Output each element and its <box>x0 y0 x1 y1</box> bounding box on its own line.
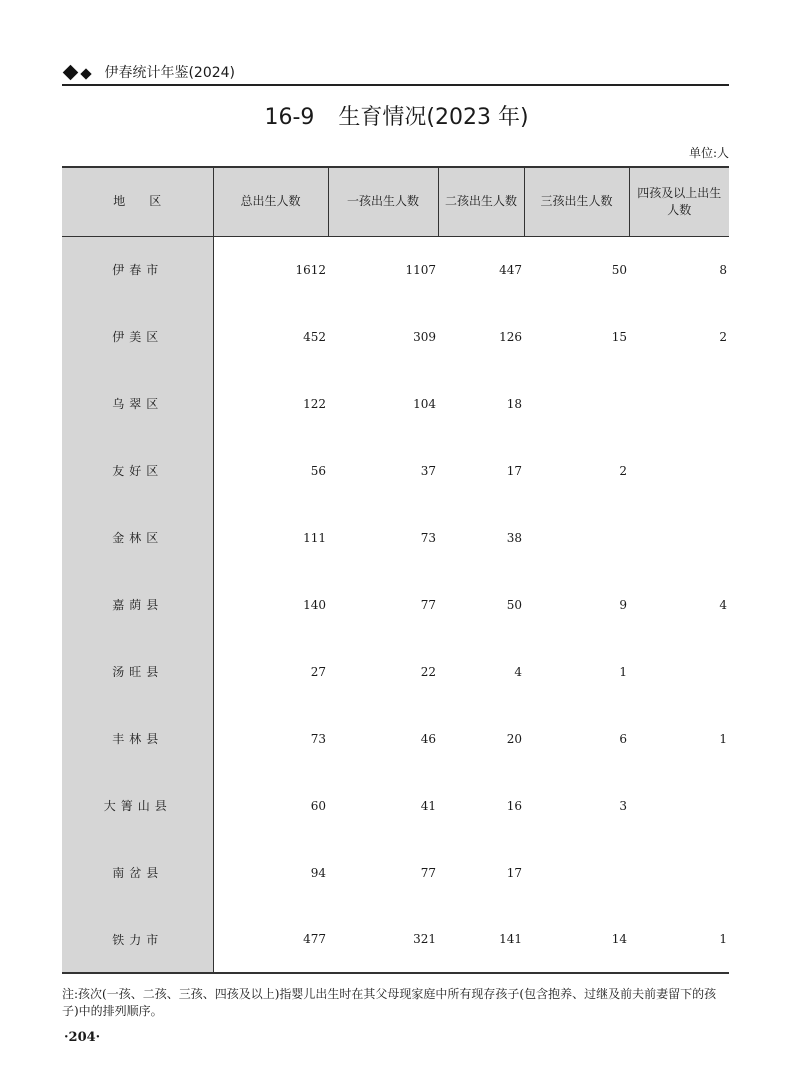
first-cell: 104 <box>413 396 436 411</box>
fourth-cell: 2 <box>719 329 727 344</box>
table-title-text: 生育情况(2023 年) <box>338 105 529 130</box>
third-cell: 9 <box>619 597 627 612</box>
table-row <box>62 839 729 906</box>
table-row <box>62 236 729 303</box>
region-cell: 南岔县 <box>62 839 213 906</box>
second-cell: 20 <box>506 731 522 746</box>
third-cell: 3 <box>619 798 627 813</box>
second-cell: 447 <box>499 262 522 277</box>
first-cell: 321 <box>413 932 436 946</box>
third-cell <box>524 839 629 906</box>
third-cell <box>524 504 629 571</box>
total-cell: 140 <box>303 597 326 612</box>
second-cell: 18 <box>506 396 522 411</box>
total-cell: 73 <box>310 731 326 746</box>
table-row <box>62 504 729 571</box>
region-cell: 乌翠区 <box>62 370 213 437</box>
third-cell: 50 <box>611 262 627 277</box>
fourth-cell <box>629 504 729 571</box>
region-cell: 汤旺县 <box>62 638 213 705</box>
total-cell: 111 <box>303 530 326 545</box>
total-cell: 477 <box>303 932 326 946</box>
fourth-cell <box>629 370 729 437</box>
total-cell: 27 <box>310 664 326 679</box>
table-title <box>0 100 793 131</box>
table-row <box>62 638 729 705</box>
fourth-cell <box>629 839 729 906</box>
col-header-fourth: 四孩及以上出生人数 <box>629 167 729 236</box>
region-cell: 丰林县 <box>62 705 213 772</box>
second-cell: 17 <box>506 865 522 880</box>
region-cell: 伊春市 <box>62 236 213 303</box>
region-cell: 嘉荫县 <box>62 571 213 638</box>
total-cell: 60 <box>310 798 326 813</box>
total-cell: 122 <box>303 396 326 411</box>
total-cell: 94 <box>310 865 326 880</box>
col-header-second: 二孩出生人数 <box>438 167 524 236</box>
fourth-cell: 1 <box>719 731 727 746</box>
fourth-cell: 1 <box>719 932 727 946</box>
region-cell: 铁力市 <box>62 906 213 973</box>
table-row <box>62 705 729 772</box>
diamond-icon <box>80 68 91 79</box>
fourth-cell <box>629 437 729 504</box>
running-header <box>62 62 729 86</box>
second-cell: 141 <box>499 932 522 946</box>
fourth-cell <box>629 638 729 705</box>
page-number: ·204· <box>64 1030 101 1045</box>
second-cell: 50 <box>506 597 522 612</box>
second-cell: 4 <box>514 664 522 679</box>
second-cell: 38 <box>506 530 522 545</box>
col-header-first: 一孩出生人数 <box>328 167 438 236</box>
birth-table <box>62 166 729 974</box>
table-row <box>62 437 729 504</box>
second-cell: 126 <box>499 329 522 344</box>
first-cell: 22 <box>420 664 436 679</box>
col-header-region: 地 区 <box>62 167 213 236</box>
unit-label: 单位:人 <box>688 146 729 160</box>
footnote: 注:孩次(一孩、二孩、三孩、四孩及以上)指婴儿出生时在其父母现家庭中所有现存孩子(包含抱养、过继及前夫前妻留下的孩子)中的排列顺序。 <box>62 987 717 1018</box>
col-header-total: 总出生人数 <box>213 167 328 236</box>
first-cell: 73 <box>420 530 436 545</box>
header-row <box>62 167 729 236</box>
region-cell: 金林区 <box>62 504 213 571</box>
fourth-cell: 4 <box>719 597 727 612</box>
first-cell: 46 <box>420 731 436 746</box>
fourth-cell: 8 <box>719 262 727 277</box>
table-row <box>62 303 729 370</box>
total-cell: 452 <box>303 329 326 344</box>
table-body <box>62 236 729 973</box>
first-cell: 1107 <box>405 262 436 277</box>
table-row <box>62 370 729 437</box>
diamond-icon <box>63 65 79 81</box>
third-cell: 15 <box>611 329 627 344</box>
table-row <box>62 571 729 638</box>
third-cell: 14 <box>611 932 627 946</box>
first-cell: 309 <box>413 329 436 344</box>
first-cell: 41 <box>420 798 436 813</box>
first-cell: 77 <box>420 865 436 880</box>
first-cell: 77 <box>420 597 436 612</box>
region-cell: 友好区 <box>62 437 213 504</box>
third-cell: 6 <box>619 731 627 746</box>
table-header <box>62 167 729 236</box>
region-cell: 大箐山县 <box>62 772 213 839</box>
third-cell <box>524 370 629 437</box>
table-row <box>62 772 729 839</box>
fourth-cell <box>629 772 729 839</box>
third-cell: 1 <box>619 664 627 679</box>
region-cell: 伊美区 <box>62 303 213 370</box>
first-cell: 37 <box>420 463 436 478</box>
total-cell: 1612 <box>295 262 326 277</box>
third-cell: 2 <box>619 463 627 478</box>
table-row <box>62 906 729 973</box>
table-number: 16-9 <box>264 105 315 130</box>
second-cell: 17 <box>506 463 522 478</box>
book-title: 伊春统计年鉴(2024) <box>104 65 236 81</box>
second-cell: 16 <box>506 798 522 813</box>
total-cell: 56 <box>310 463 326 478</box>
col-header-third: 三孩出生人数 <box>524 167 629 236</box>
